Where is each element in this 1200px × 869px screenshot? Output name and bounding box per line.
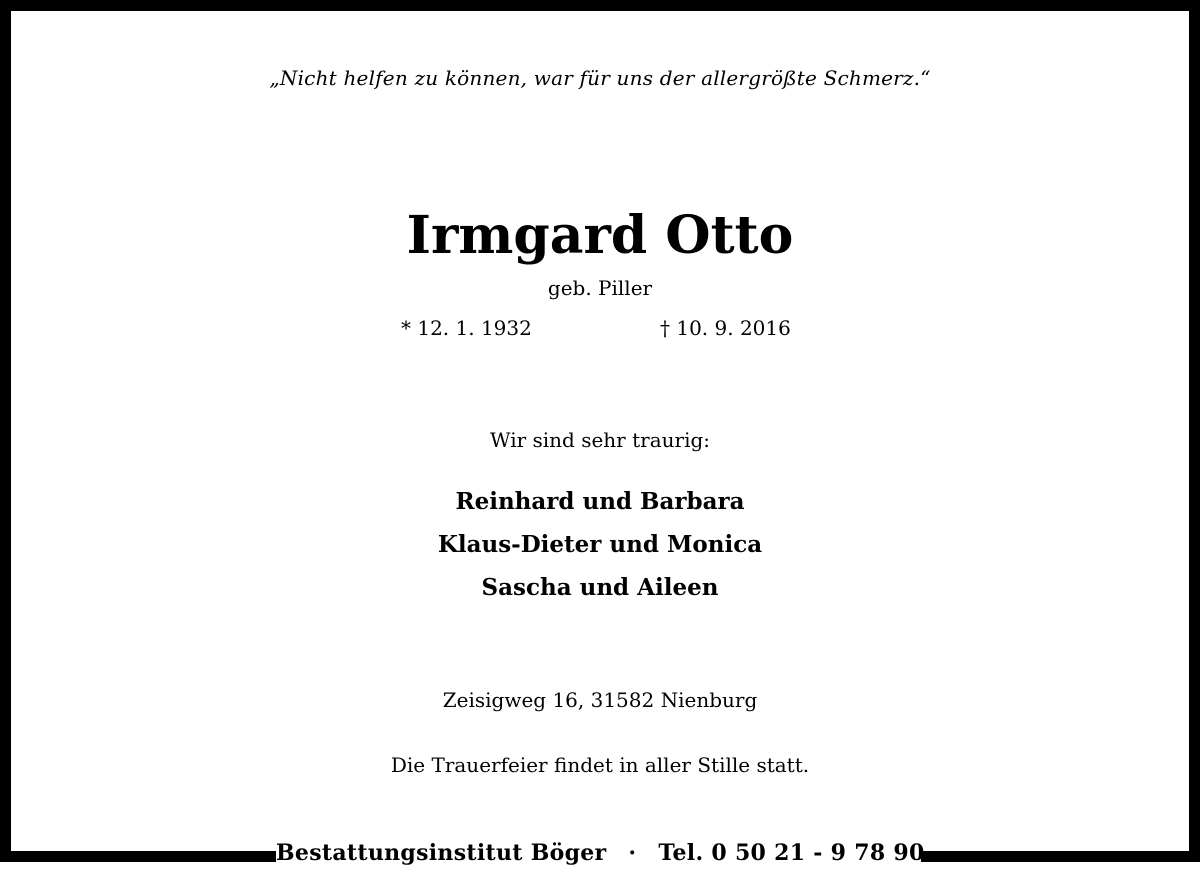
address: Zeisigweg 16, 31582 Nienburg [442,688,758,712]
mourner-entry: Sascha und Aileen [481,574,719,601]
mourner-entry: Reinhard und Barbara [455,488,745,515]
funeral-notice: Die Trauerfeier findet in aller Stille statt. [390,753,810,777]
birth-name: geb. Piller [547,276,653,300]
motto-quote: „Nicht helfen zu können, war für uns der allergrößte Schmerz.“ [269,66,931,90]
undertaker-phone: Tel. 0 50 21 - 9 78 90 [658,840,925,866]
mourner-entry: Klaus-Dieter und Monica [437,531,763,558]
birth-date: * 12. 1. 1932 [401,316,532,340]
mourners-list [0,480,1200,609]
grief-line: Wir sind sehr traurig: [489,428,711,452]
death-date: † 10. 9. 2016 [660,316,791,340]
footer-undertaker [276,838,925,869]
deceased-name: Irmgard Otto [406,205,794,266]
footer-separator: · [628,840,637,866]
undertaker-name: Bestattungsinstitut Böger [276,840,607,866]
